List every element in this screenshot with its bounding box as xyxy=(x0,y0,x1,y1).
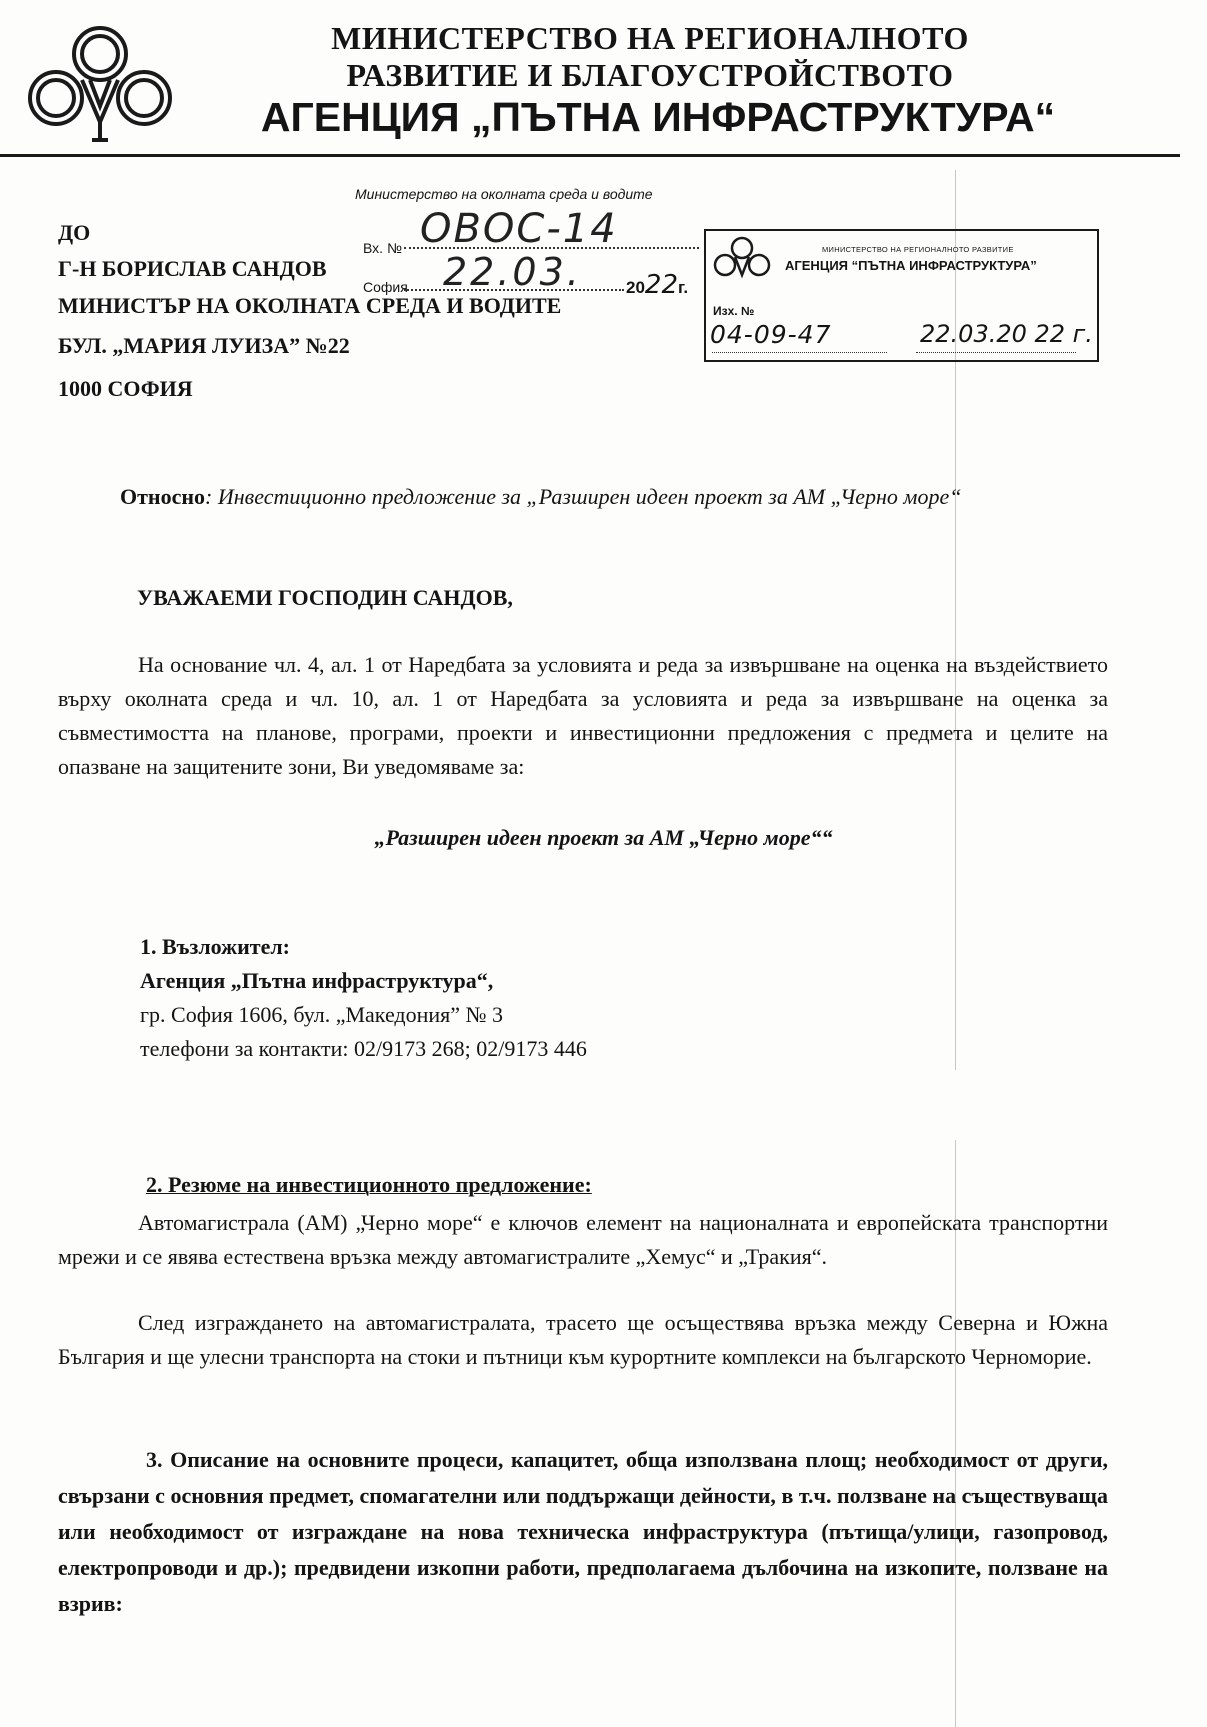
incoming-year-suffix: г. xyxy=(678,278,689,297)
agency-logo-small-icon xyxy=(710,235,774,283)
incoming-city-label: София xyxy=(363,279,408,295)
outgoing-number-label: Изх. № xyxy=(713,304,755,318)
agency-name: АГЕНЦИЯ „ПЪТНА ИНФРАСТРУКТУРА“ xyxy=(260,94,1056,140)
incoming-year-handwritten: 22 xyxy=(644,270,679,300)
outgoing-number: 04-09-47 xyxy=(710,320,832,349)
agency-logo-icon xyxy=(20,22,180,147)
addressee-city: 1000 СОФИЯ xyxy=(58,376,193,401)
outgoing-stamp-ministry: МИНИСТЕРСТВО НА РЕГИОНАЛНОТО РАЗВИТИЕ xyxy=(822,245,1014,254)
incoming-year xyxy=(626,270,688,300)
outgoing-stamp-agency: АГЕНЦИЯ “ПЪТНА ИНФРАСТРУКТУРА” xyxy=(785,258,1037,273)
incoming-number: ОВОС-14 xyxy=(420,206,618,252)
intro-paragraph: На основание чл. 4, ал. 1 от Наредбата за условията и реда за извършване на оценка на въздействието върху околната среда и чл. 10, ал. 1 от Наредбата за условията и реда за извършване на оценка за съвместимостта на планове, програми, проекти и инвестиционни предложения с предмета и целите на опазване на защитените зони, Ви уведомяваме за: xyxy=(58,652,1108,779)
section-3-title: 3. Описание на основните процеси, капацитет, обща използвана площ; необходимост от други, свързани с основния предмет, спомагателни или поддържащи дейности, в т.ч. ползване на съществуваща или необходимост от изграждане на нова техническа инфраструктура (пътища/улици, газопровод, електропроводи и др.); предвидени изкопни работи, предполагаема дълбочина на изкопите, ползване на взрив: xyxy=(58,1447,1108,1616)
incoming-year-prefix: 20 xyxy=(626,278,645,297)
addressee-to: ДО xyxy=(58,220,91,245)
outgoing-number-dots xyxy=(712,352,887,353)
project-title: „Разширен идеен проект за АМ „Черно море““ xyxy=(374,825,833,850)
addressee-position: МИНИСТЪР НА ОКОЛНАТА СРЕДА И ВОДИТЕ xyxy=(58,293,562,318)
subject-line xyxy=(58,478,1108,515)
outgoing-date: 22.03.20 22 г. xyxy=(920,320,1093,348)
salutation: УВАЖАЕМИ ГОСПОДИН САНДОВ, xyxy=(137,585,513,610)
header-divider xyxy=(0,154,1180,157)
section-2-paragraph-1: Автомагистрала (АМ) „Черно море“ е ключов елемент на националната и европейската транспортни мрежи и се явява естествена връзка между автомагистралите „Хемус“ и „Тракия“. xyxy=(58,1210,1108,1269)
section-1-title: 1. Възложител: xyxy=(140,934,291,959)
incoming-stamp-title: Министерство на околната среда и водите xyxy=(355,186,653,202)
addressee-name: Г-Н БОРИСЛАВ САНДОВ xyxy=(58,256,327,281)
ministry-name-line2: РАЗВИТИЕ И БЛАГОУСТРОЙСТВОТО xyxy=(346,57,954,93)
section-2-title: 2. Резюме на инвестиционното предложение: xyxy=(146,1172,592,1197)
contractor-name: Агенция „Пътна инфраструктура“, xyxy=(140,968,494,993)
addressee-street: БУЛ. „МАРИЯ ЛУИЗА” №22 xyxy=(58,333,350,358)
incoming-date: 22.03. xyxy=(443,250,582,294)
contractor-address: гр. София 1606, бул. „Македония” № 3 xyxy=(140,1002,504,1027)
incoming-number-label: Вх. № xyxy=(363,240,402,256)
subject-text: : Инвестиционно предложение за „Разширен идеен проект за АМ „Черно море“ xyxy=(205,484,962,509)
contractor-phones: телефони за контакти: 02/9173 268; 02/9173 446 xyxy=(140,1036,587,1061)
section-2-paragraph-2: След изграждането на автомагистралата, трасето ще осъществява връзка между Северна и Южна България и ще улесни транспорта на стоки и пътници към курортните комплекси на българското Черноморие. xyxy=(58,1310,1108,1369)
subject-label: Относно xyxy=(120,484,206,509)
ministry-name-line1: МИНИСТЕРСТВО НА РЕГИОНАЛНОТО xyxy=(331,20,969,56)
outgoing-date-dots xyxy=(916,352,1076,353)
